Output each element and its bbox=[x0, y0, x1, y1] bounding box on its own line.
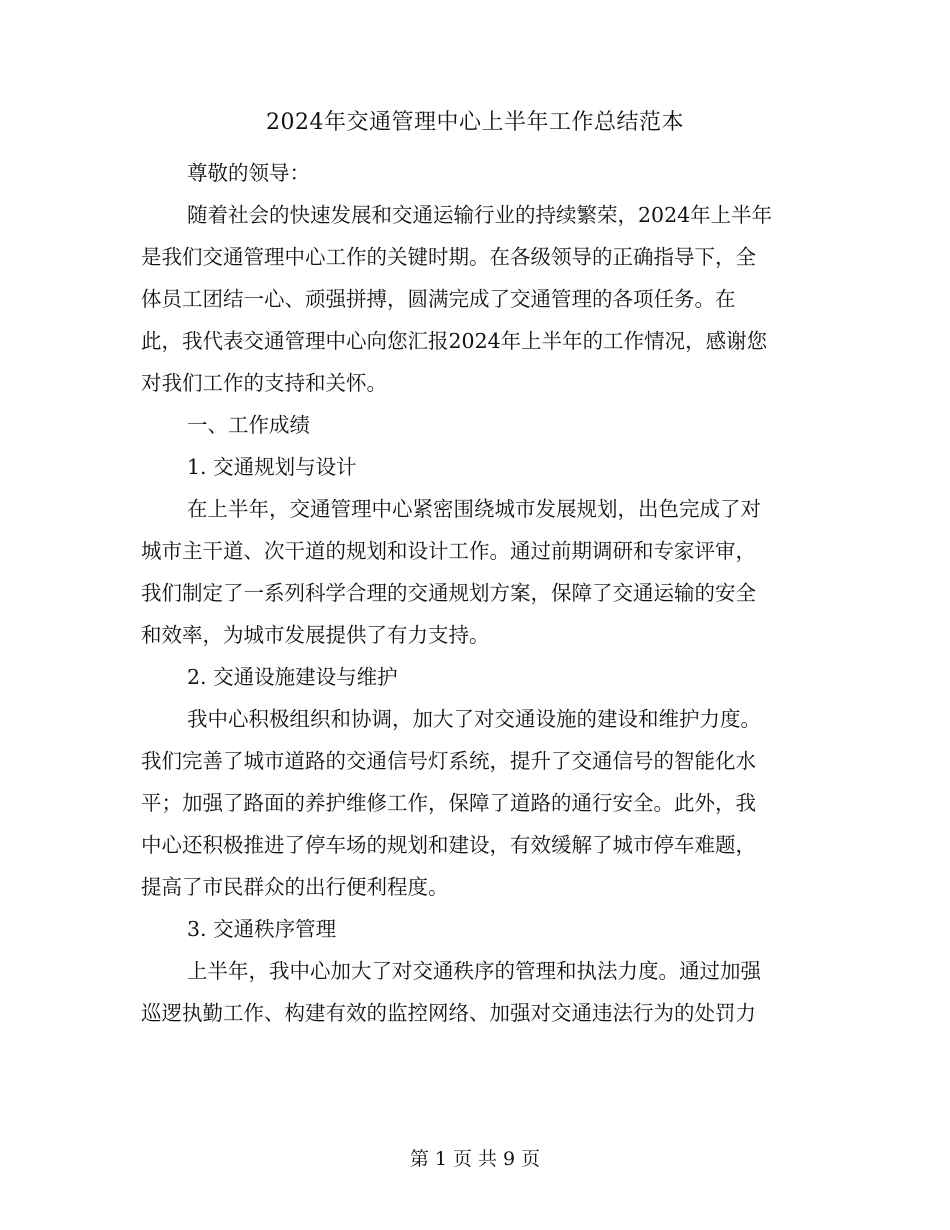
body-line: 尊敬的领导： bbox=[187, 161, 310, 185]
body-line: 我们制定了一系列科学合理的交通规划方案，保障了交通运输的安全 bbox=[141, 581, 756, 605]
body-line: 体员工团结一心、顽强拼搏，圆满完成了交通管理的各项任务。在 bbox=[141, 287, 736, 311]
document-body bbox=[141, 152, 806, 1034]
body-line: 一、工作成绩 bbox=[187, 413, 310, 437]
body-line: 此，我代表交通管理中心向您汇报2024年上半年的工作情况，感谢您 bbox=[141, 329, 768, 353]
body-line: 我们完善了城市道路的交通信号灯系统，提升了交通信号的智能化水 bbox=[141, 749, 756, 773]
body-line: 在上半年，交通管理中心紧密围绕城市发展规划，出色完成了对 bbox=[187, 497, 761, 521]
body-line: 和效率，为城市发展提供了有力支持。 bbox=[141, 623, 490, 647]
page-footer: 第 1 页 共 9 页 bbox=[409, 1148, 541, 1170]
body-line: 2. 交通设施建设与维护 bbox=[187, 665, 398, 689]
body-line: 是我们交通管理中心工作的关键时期。在各级领导的正确指导下，全 bbox=[141, 245, 756, 269]
body-line: 随着社会的快速发展和交通运输行业的持续繁荣，2024年上半年 bbox=[187, 203, 773, 227]
document-title: 2024年交通管理中心上半年工作总结范本 bbox=[266, 110, 684, 135]
body-line: 1. 交通规划与设计 bbox=[187, 455, 357, 479]
body-line: 3. 交通秩序管理 bbox=[187, 917, 337, 941]
body-line: 中心还积极推进了停车场的规划和建设，有效缓解了城市停车难题， bbox=[141, 833, 756, 857]
body-line: 巡逻执勤工作、构建有效的监控网络、加强对交通违法行为的处罚力 bbox=[141, 1001, 756, 1025]
body-line: 我中心积极组织和协调，加大了对交通设施的建设和维护力度。 bbox=[187, 707, 761, 731]
body-line: 对我们工作的支持和关怀。 bbox=[141, 371, 387, 395]
body-line: 城市主干道、次干道的规划和设计工作。通过前期调研和专家评审， bbox=[141, 539, 756, 563]
body-line: 上半年，我中心加大了对交通秩序的管理和执法力度。通过加强 bbox=[187, 959, 761, 983]
body-line: 提高了市民群众的出行便利程度。 bbox=[141, 875, 449, 899]
body-line: 平；加强了路面的养护维修工作，保障了道路的通行安全。此外，我 bbox=[141, 791, 756, 815]
